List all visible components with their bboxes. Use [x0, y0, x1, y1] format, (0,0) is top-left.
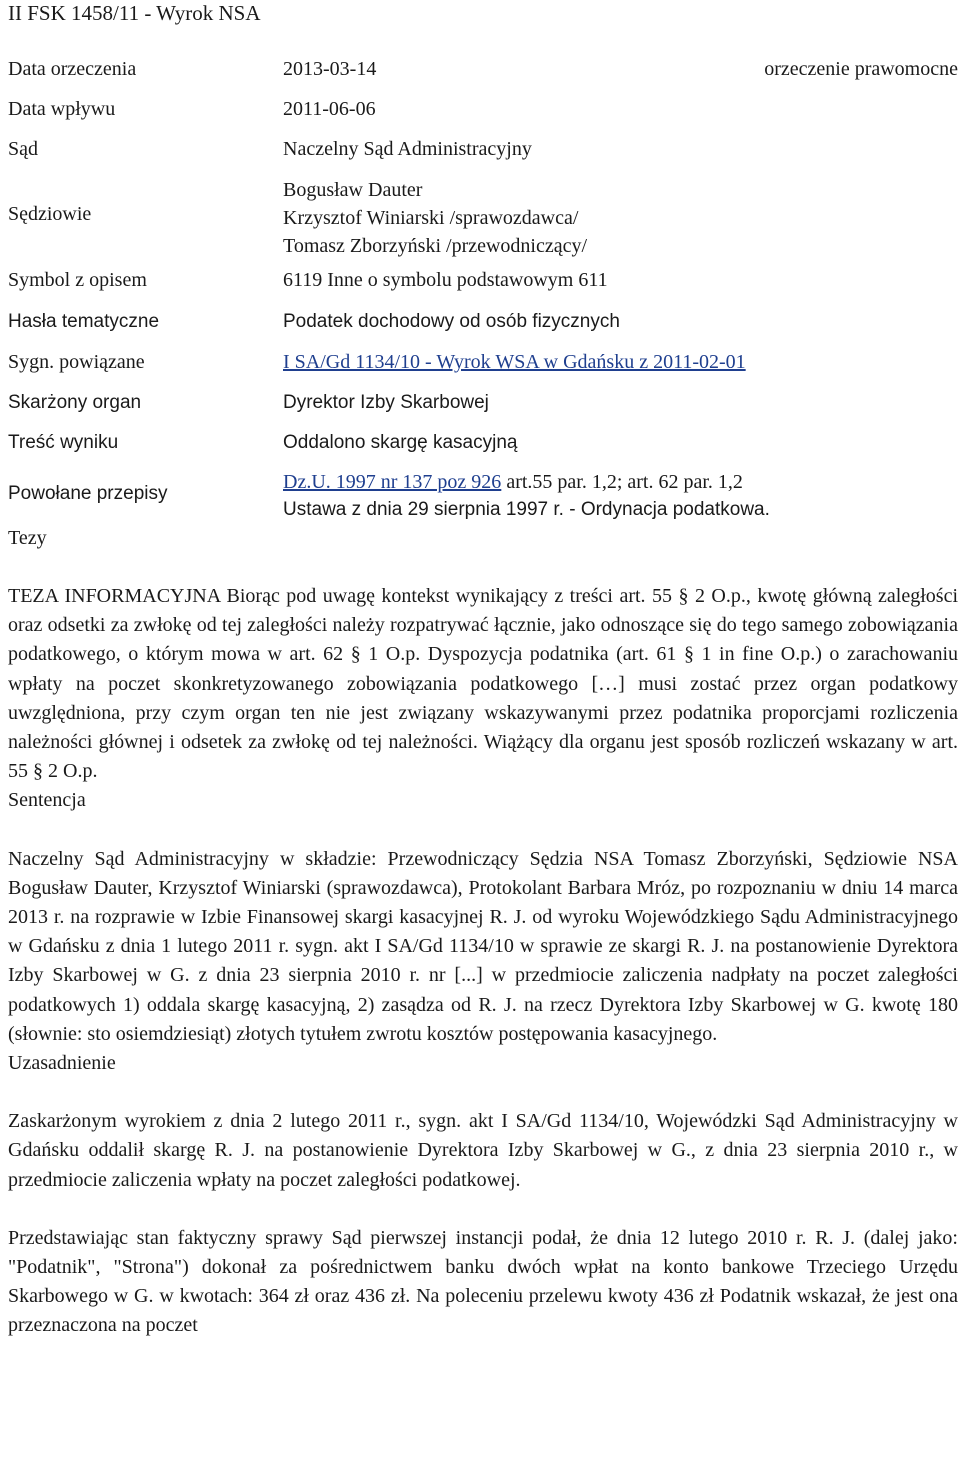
uzasadnienie-paragraph-1: Zaskarżonym wyrokiem z dnia 2 lutego 2011 r., sygn. akt I SA/Gd 1134/10, Wojewódzki Sąd Administracyjny w Gdańsku oddalił skargę R. J. na postanowienie Dyrektora Izby Skarbowej w G., z dnia 23 sierpnia 2010 r., w przedmiocie zaliczenia wpłaty na poczet zaległości podatkowej.	[8, 1110, 958, 1191]
label-symbol: Symbol z opisem	[8, 269, 147, 291]
przepisy-articles: art.55 par. 1,2; art. 62 par. 1,2	[501, 471, 743, 493]
label-sad: Sąd	[8, 138, 38, 160]
przepisy-line1	[283, 468, 960, 496]
value-hasla: Podatek dochodowy od osób fizycznych	[283, 311, 620, 332]
spacer	[8, 1078, 958, 1107]
value-organ: Dyrektor Izby Skarbowej	[283, 392, 489, 413]
status-prawomocne: orzeczenie prawomocne	[764, 58, 958, 80]
spacer	[8, 1195, 958, 1224]
label-przepisy: Powołane przepisy	[8, 483, 168, 504]
judge-name: Bogusław Dauter	[283, 179, 423, 201]
przepisy-act-title: Ustawa z dnia 29 sierpnia 1997 r. - Ordynacja podatkowa.	[283, 499, 770, 520]
value-data-wplywu: 2011-06-06	[283, 98, 376, 120]
sentencja-paragraph: Naczelny Sąd Administracyjny w składzie: Przewodniczący Sędzia NSA Tomasz Zborzyński, Sędziowie NSA Bogusław Dauter, Krzysztof Winiarski (sprawozdawca), Protokolant Barbara Mróz, po rozpoznaniu w dniu 14 marca 2013 r. na rozprawie w Izbie Finansowej skargi kasacyjnej R. J. od wyroku Wojewódzkiego Sądu Administracyjnego w Gdańsku z dnia 1 lutego 2011 r. sygn. akt I SA/Gd 1134/10 w sprawie ze skargi R. J. na postanowienie Dyrektora Izby Skarbowej w G. z dnia 23 sierpnia 2010 r. nr [...] w przedmiocie zaliczenia nadpłaty na poczet zaległości podatkowych 1) oddala skargę kasacyjną, 2) zasądza od R. J. na rzecz Dyrektora Izby Skarbowej w G. kwotę 180 (słownie: sto osiemdziesiąt) złotych tytułem zwrotu kosztów postępowania kasacyjnego.	[8, 847, 958, 1045]
uzasadnienie-paragraph-2: Przedstawiając stan faktyczny sprawy Sąd pierwszej instancji podał, że dnia 12 lutego 2010 r. R. J. (dalej jako: "Podatnik", "Strona") dokonał za pośrednictwem banku dwóch wpłat na konto bankowe Trzeciego Urzędu Skarbowego w G. w kwotach: 364 zł oraz 436 zł. Na poleceniu przelewu kwoty 436 zł Podatnik wskazał, że jest ona przeznaczona na poczet	[8, 1226, 958, 1337]
judges-list	[283, 176, 587, 260]
judge-name: Krzysztof Winiarski /sprawozdawca/	[283, 207, 579, 229]
link-sygn-powiazane[interactable]: I SA/Gd 1134/10 - Wyrok WSA w Gdańsku z 2011-02-01	[283, 351, 746, 373]
spacer	[8, 816, 958, 845]
label-tezy: Tezy	[8, 527, 47, 549]
value-sad: Naczelny Sąd Administracyjny	[283, 138, 532, 160]
value-symbol: 6119 Inne o symbolu podstawowym 611	[283, 269, 608, 291]
label-tresc: Treść wyniku	[8, 432, 119, 453]
judgment-body	[8, 582, 958, 1341]
section-heading-sentencja: Sentencja	[8, 789, 86, 812]
przepisy-values	[283, 468, 960, 524]
label-data-wplywu: Data wpływu	[8, 98, 116, 120]
section-heading-uzasadnienie: Uzasadnienie	[8, 1052, 116, 1075]
label-organ: Skarżony organ	[8, 392, 142, 413]
value-tresc: Oddalono skargę kasacyjną	[283, 432, 518, 453]
label-sedziowie: Sędziowie	[8, 203, 92, 225]
judge-name: Tomasz Zborzyński /przewodniczący/	[283, 235, 588, 257]
label-sygn: Sygn. powiązane	[8, 351, 145, 373]
label-data-orzeczenia: Data orzeczenia	[8, 58, 137, 80]
teza-paragraph: TEZA INFORMACYJNA Biorąc pod uwagę kontekst wynikający z treści art. 55 § 2 O.p., kwotę główną zaległości oraz odsetki za zwłokę od tej zaległości należy rozpatrywać łącznie, jako odnoszące się do tego samego zobowiązania podatkowego, o którym mowa w art. 62 § 1 O.p. Dyspozycja podatnika (art. 61 § 1 in fine O.p.) o zarachowaniu wpłaty na poczet skonkretyzowanego zobowiązania podatkowego […] musi zostać przez organ podatkowy uwzględniona, przy czym organ ten nie jest związany wskazywanymi przez podatnika proporcjami rozliczenia należności głównej i odsetek za zwłokę od tej należności. Wiążący dla organu jest sposób rozliczeń wskazany w art. 55 § 2 O.p.	[8, 585, 958, 783]
link-dziennik-ustaw[interactable]: Dz.U. 1997 nr 137 poz 926	[283, 471, 502, 493]
page-title: II FSK 1458/11 - Wyrok NSA	[8, 1, 261, 25]
label-hasla: Hasła tematyczne	[8, 311, 160, 332]
value-data-orzeczenia: 2013-03-14	[283, 58, 377, 80]
